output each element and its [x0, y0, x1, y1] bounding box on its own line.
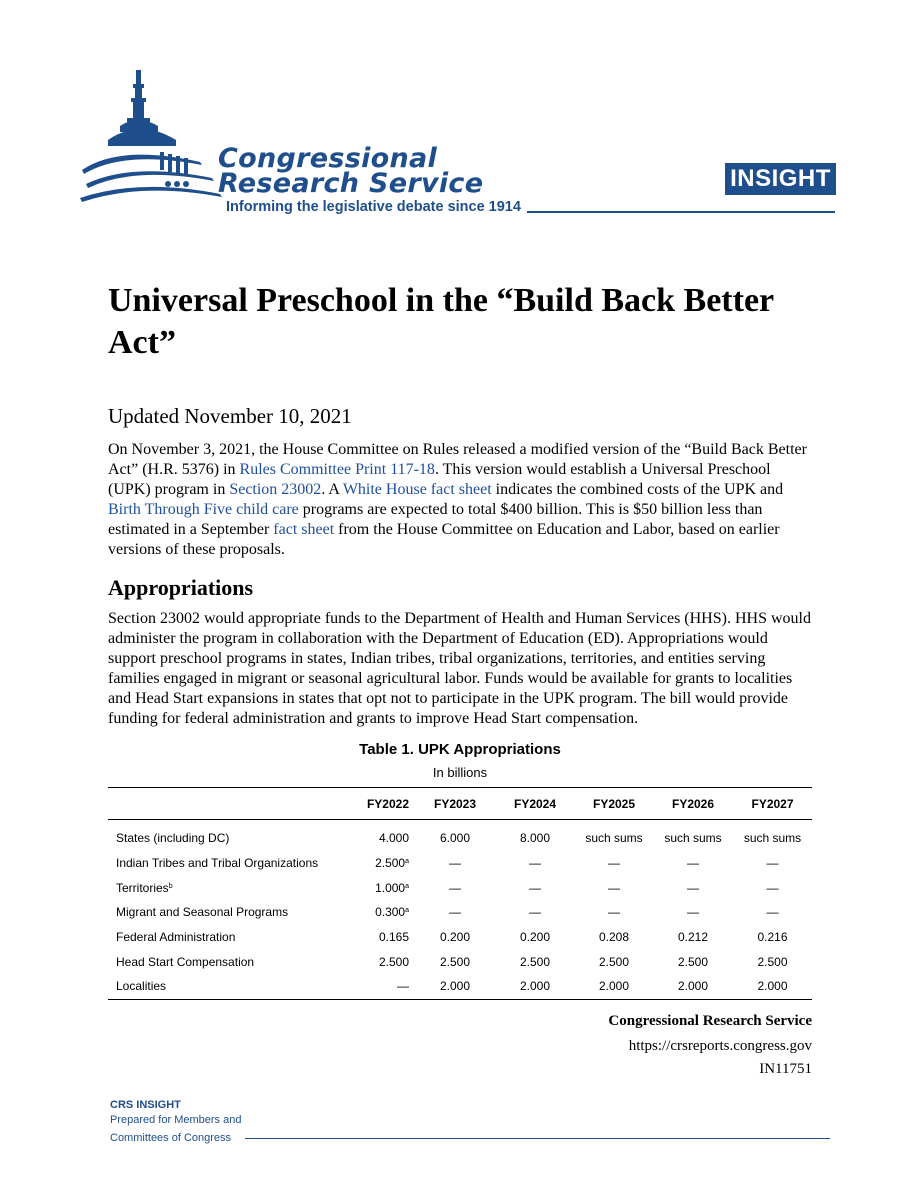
table-cell: [575, 925, 653, 950]
cell-value: 0.212: [677, 930, 709, 945]
footer-org-name: Congressional Research Service: [608, 1013, 812, 1029]
cell-value: —: [529, 905, 541, 920]
table-body: [108, 820, 812, 1000]
cell-value: 4.000: [378, 831, 409, 846]
updated-date: Updated November 10, 2021: [108, 404, 352, 428]
capitol-dome-logo: [80, 66, 225, 216]
column-header: FY2024: [495, 788, 575, 820]
cell-value: 2.500: [375, 856, 406, 871]
table-cell: [733, 974, 812, 999]
cell-value: —: [529, 880, 541, 895]
cell-value: 2.500: [598, 954, 630, 969]
fact-sheet-link[interactable]: fact sheet: [273, 521, 335, 538]
section-heading-appropriations: Appropriations: [108, 575, 254, 600]
table-cell: [343, 949, 415, 974]
table-row: [108, 925, 812, 950]
intro-paragraph: [108, 440, 813, 560]
table-title: Table 1. UPK Appropriations: [359, 741, 561, 758]
column-header: FY2025: [575, 788, 653, 820]
column-header: [108, 788, 343, 820]
cell-value: 2.000: [439, 979, 471, 994]
footer-report-id: IN11751: [759, 1061, 812, 1077]
cell-value: 0.300: [375, 905, 406, 920]
table-cell: [733, 820, 812, 851]
rules-committee-print-link[interactable]: Rules Committee Print 117-18: [239, 461, 435, 478]
cell-value: 0.165: [378, 930, 409, 945]
cell-value: —: [449, 880, 461, 895]
cell-value: —: [397, 979, 409, 994]
prepared-for-line1: Prepared for Members and: [110, 1114, 242, 1126]
cell-value: 2.500: [519, 954, 551, 969]
page-title: Universal Preschool in the “Build Back Better Act”: [108, 282, 774, 361]
table-cell: [495, 925, 575, 950]
row-label-text: States (including DC): [116, 831, 230, 846]
cell-value: —: [766, 856, 779, 871]
table-cell: [495, 949, 575, 974]
org-name-line2: Research Service: [218, 168, 484, 199]
cell-value: such sums: [743, 831, 802, 846]
table-cell: [495, 974, 575, 999]
table-row: [108, 820, 812, 851]
intro-text: programs are expected to total $400 billion. This is $50 billion less than estimated in a September: [108, 501, 763, 538]
column-header: FY2022: [343, 788, 415, 820]
cell-value: 2.000: [677, 979, 709, 994]
footnote-marker: b: [168, 882, 173, 890]
cell-value: 2.500: [677, 954, 709, 969]
table-row: [108, 900, 812, 925]
org-name-line1: Congressional: [218, 143, 438, 174]
table-cell: [653, 949, 733, 974]
column-header: FY2023: [415, 788, 495, 820]
row-label-text: Territories: [116, 880, 169, 895]
cell-value: such sums: [664, 831, 722, 846]
table-cell: [575, 875, 653, 900]
intro-text: On November 3, 2021, the House Committee on Rules released a modified version of the “Build Back Better Act” (H.R. 5376) in: [108, 441, 807, 478]
table-cell: [653, 820, 733, 851]
upk-appropriations-table: [108, 787, 812, 1000]
table-row: [108, 974, 812, 999]
footer-url[interactable]: https://crsreports.congress.gov: [628, 1038, 812, 1054]
row-label: [108, 851, 343, 876]
intro-text: indicates the combined costs of the UPK and: [491, 481, 784, 498]
header-divider: [527, 211, 835, 213]
cell-value: 6.000: [439, 831, 471, 846]
prepared-for-line2: Committees of Congress: [110, 1132, 232, 1144]
table-cell: [495, 900, 575, 925]
table-cell: [343, 851, 415, 876]
table-cell: [575, 900, 653, 925]
intro-text: . This version would establish a Universal Preschool (UPK) program in: [108, 461, 771, 498]
intro-text: from the House Committee on Education and Labor, based on earlier versions of these proposals.: [108, 521, 780, 558]
insight-badge: INSIGHT: [725, 163, 836, 195]
table-row: [108, 949, 812, 974]
table-cell: [415, 875, 495, 900]
table-cell: [495, 820, 575, 851]
table-cell: [415, 974, 495, 999]
white-house-fact-sheet-link[interactable]: White House fact sheet: [342, 481, 492, 498]
table-header-row: [108, 788, 812, 820]
cell-value: —: [687, 880, 699, 895]
table-cell: [575, 820, 653, 851]
table-cell: [343, 875, 415, 900]
table-row: [108, 875, 812, 900]
table-cell: [343, 900, 415, 925]
cell-value: 0.200: [439, 930, 471, 945]
footnote-marker: a: [405, 907, 409, 915]
table-cell: [653, 974, 733, 999]
table-cell: [415, 949, 495, 974]
cell-value: 2.000: [757, 979, 788, 994]
table-cell: [495, 851, 575, 876]
table-cell: [415, 851, 495, 876]
cell-value: —: [687, 905, 699, 920]
table-cell: [343, 974, 415, 999]
footnote-marker: a: [405, 882, 409, 890]
section-23002-link[interactable]: Section 23002: [229, 481, 322, 498]
table-cell: [415, 925, 495, 950]
table-cell: [575, 949, 653, 974]
crs-insight-label: CRS INSIGHT: [110, 1099, 181, 1111]
table-cell: [733, 949, 812, 974]
row-label: [108, 925, 343, 950]
table-cell: [733, 900, 812, 925]
table-cell: [575, 974, 653, 999]
birth-through-five-link[interactable]: Birth Through Five child care: [108, 501, 299, 518]
table-cell: [343, 925, 415, 950]
table-cell: [653, 925, 733, 950]
row-label-text: Localities: [116, 979, 167, 994]
row-label: [108, 900, 343, 925]
cell-value: 2.000: [598, 979, 630, 994]
org-tagline: Informing the legislative debate since 1914: [226, 199, 521, 215]
cell-value: —: [608, 905, 620, 920]
cell-value: 2.500: [378, 954, 409, 969]
table-cell: [733, 925, 812, 950]
cell-value: 2.500: [439, 954, 471, 969]
row-label: [108, 974, 343, 999]
cell-value: —: [766, 880, 779, 895]
cell-value: 2.500: [757, 954, 788, 969]
cell-value: 0.216: [757, 930, 788, 945]
table-cell: [415, 820, 495, 851]
table-cell: [495, 875, 575, 900]
cell-value: —: [766, 905, 779, 920]
row-label-text: Migrant and Seasonal Programs: [116, 905, 289, 920]
cell-value: 8.000: [519, 831, 551, 846]
appropriations-paragraph: Section 23002 would appropriate funds to the Department of Health and Human Services (HHS). HHS would administer the program in collaboration with the Department of Education (ED). Appropriations would support preschool programs in states, Indian tribes, tribal organizations, territories, and entities serving families engaged in migrant or seasonal agricultural labor. Funds would be available for grants to localities and Head Start expansions in states that opt not to participate in the UPK program. The bill would provide funding for federal administration and grants to improve Head Start compensation.: [108, 610, 811, 727]
row-label: [108, 949, 343, 974]
row-label-text: Indian Tribes and Tribal Organizations: [116, 856, 319, 871]
footnote-marker: a: [405, 858, 409, 866]
table-cell: [415, 900, 495, 925]
intro-text: . A: [321, 481, 343, 498]
row-label: [108, 820, 343, 851]
cell-value: —: [449, 856, 461, 871]
row-label: [108, 875, 343, 900]
cell-value: —: [608, 880, 620, 895]
table-cell: [653, 875, 733, 900]
cell-value: 0.208: [598, 930, 630, 945]
cell-value: 1.000: [375, 880, 406, 895]
cell-value: —: [687, 856, 699, 871]
footer-divider: [245, 1138, 830, 1139]
table-cell: [733, 875, 812, 900]
table-cell: [653, 900, 733, 925]
row-label-text: Federal Administration: [116, 930, 236, 945]
table-cell: [343, 820, 415, 851]
cell-value: such sums: [585, 831, 643, 846]
table-cell: [733, 851, 812, 876]
table-subtitle: In billions: [432, 765, 488, 780]
table-cell: [575, 851, 653, 876]
column-header: FY2027: [733, 788, 812, 820]
cell-value: —: [449, 905, 461, 920]
cell-value: —: [529, 856, 541, 871]
table-row: [108, 851, 812, 876]
column-header: FY2026: [653, 788, 733, 820]
cell-value: 2.000: [519, 979, 551, 994]
cell-value: 0.200: [519, 930, 551, 945]
row-label-text: Head Start Compensation: [116, 954, 255, 969]
cell-value: —: [608, 856, 620, 871]
table-cell: [653, 851, 733, 876]
